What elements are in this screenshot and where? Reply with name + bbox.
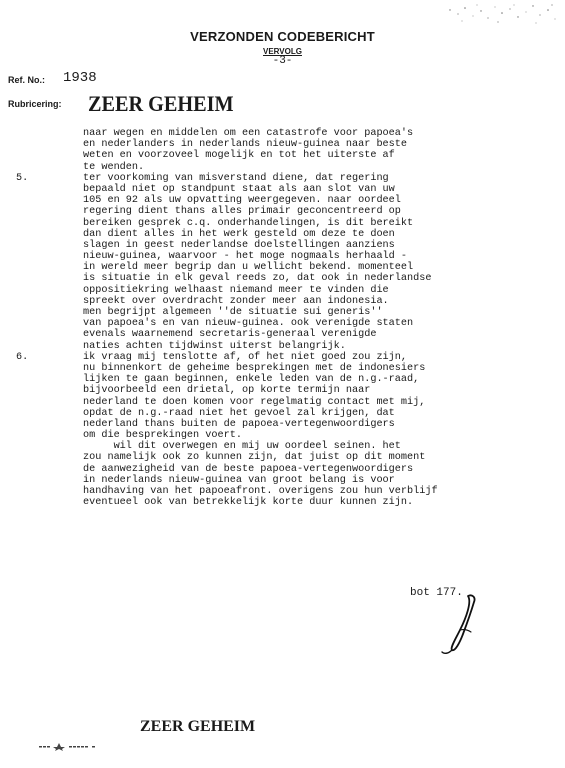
body-line <box>0 497 565 508</box>
body-line-text: wil dit overwegen en mij uw oordeel seinen. het <box>83 441 401 453</box>
body-line <box>0 486 565 497</box>
footer-print-code <box>39 743 109 751</box>
classification-stamp-top: ZEER GEHEIM <box>88 91 234 116</box>
body-line-text: nederland te doen komen voor regelmatig contact met mij, <box>83 396 426 408</box>
body-line-text: ik vraag mij tenslotte af, of het niet goed zou zijn, <box>83 351 408 363</box>
body-line <box>0 363 565 374</box>
body-line-text: regering dient thans alles primair geconcentreerd op <box>83 206 401 218</box>
body-line-text: bijvoorbeeld een drietal, op korte termijn naar <box>83 385 371 397</box>
body-line <box>0 452 565 463</box>
body-line-text: slagen in geest nederlandse doelstellingen aanziens <box>83 239 395 251</box>
body-line-text: 105 en 92 als uw opvatting weergegeven. naar oordeel <box>83 195 401 207</box>
signoff-code: bot 177. <box>410 587 463 599</box>
body-line-text: is situatie in elk geval reeds zo, dat ook in nederlandse <box>83 273 432 285</box>
body-line <box>0 150 565 161</box>
body-line-text: nu binnenkort de geheime besprekingen met de indonesiers <box>83 362 426 374</box>
paragraph-number: 6. <box>16 351 29 363</box>
body-line-text: en nederlanders in nederlands nieuw-guinea naar beste <box>83 139 408 151</box>
body-line <box>0 385 565 396</box>
body-line <box>0 374 565 385</box>
body-line <box>0 341 565 352</box>
body-line-text: om die besprekingen voert. <box>83 430 242 442</box>
body-line <box>0 307 565 318</box>
body-line-text: evenals waarnemend secretaris-generaal verenigde <box>83 329 377 341</box>
body-line-text: nederland thans buiten de papoea-vertegenwoordigers <box>83 418 395 430</box>
body-line-text: eventueel ook van betrekkelijk korte duur kunnen zijn. <box>83 497 414 509</box>
body-line <box>0 195 565 206</box>
body-line <box>0 296 565 307</box>
body-line-text: weten en voorzoveel mogelijk en tot het uiterste af <box>83 150 395 162</box>
body-line-text: dan dient alles in het werk gesteld om deze te doen <box>83 228 395 240</box>
body-line-text: men begrijpt algemeen ''de situatie sui generis'' <box>83 307 383 318</box>
body-line <box>0 251 565 262</box>
body-line <box>0 329 565 340</box>
body-line <box>0 173 565 184</box>
document-subtitle: VERVOLG <box>263 47 302 56</box>
body-line-text: lijken te gaan beginnen, enkele leden van de n.g.-raad, <box>83 374 420 386</box>
paragraph-number: 5. <box>16 172 29 184</box>
body-line <box>0 184 565 195</box>
body-line-text: bepaald niet op standpunt staat als aan slot van uw <box>83 183 395 195</box>
body-line-text: van papoea's en van nieuw-guinea. ook verenigde staten <box>83 318 414 330</box>
body-line-text: de aanwezigheid van de beste papoea-vertegenwoordigers <box>83 463 414 475</box>
body-line-text: spreekt over overdracht zonder meer aan indonesia. <box>83 295 389 307</box>
body-line <box>0 262 565 273</box>
message-body <box>0 128 565 508</box>
body-line <box>0 397 565 408</box>
body-line-text: nieuw-guinea, waarvoor - het moge nogmaals herhaald - <box>83 251 408 263</box>
document-title: VERZONDEN CODEBERICHT <box>190 29 375 44</box>
body-line <box>0 206 565 217</box>
body-line-text: naties achten tijdwinst uiterst belangrijk. <box>83 340 346 352</box>
body-line-text: oppositiekring welhaast niemand meer te vinden die <box>83 284 389 296</box>
body-line <box>0 139 565 150</box>
body-line-text: opdat de n.g.-raad niet het gevoel zal krijgen, dat <box>83 407 395 419</box>
rubricering-label: Rubricering: <box>8 99 62 109</box>
body-line <box>0 475 565 486</box>
body-line-text: ter voorkoming van misverstand diene, dat regering <box>83 172 389 184</box>
body-line <box>0 318 565 329</box>
body-line <box>0 408 565 419</box>
body-line-text: zou namelijk ook zo kunnen zijn, dat juist op dit moment <box>83 452 426 464</box>
body-line <box>0 218 565 229</box>
handwritten-signature <box>438 592 483 658</box>
body-line <box>0 240 565 251</box>
body-line <box>0 419 565 430</box>
body-line-text: bereiken gesprek c.q. onderhandelingen, is dit bereikt <box>83 217 414 229</box>
body-line <box>0 430 565 441</box>
body-line <box>0 273 565 284</box>
body-line-text: handhaving van het papoeafront. overigens zou hun verblijf <box>83 486 438 497</box>
reference-label: Ref. No.: <box>8 75 45 85</box>
body-line <box>0 229 565 240</box>
body-line <box>0 464 565 475</box>
body-line <box>0 352 565 363</box>
reference-number: 1938 <box>63 70 97 86</box>
body-line <box>0 285 565 296</box>
body-line-text: naar wegen en middelen om een catastrofe voor papoea's <box>83 128 414 139</box>
page-number: -3- <box>272 55 293 67</box>
body-line-text: in nederlands nieuw-guinea van groot belang is voor <box>83 474 395 486</box>
body-line-text: in wereld meer begrip dan u wellicht bekend. momenteel <box>83 262 414 274</box>
body-line <box>0 128 565 139</box>
body-line <box>0 162 565 173</box>
scan-noise-speckle <box>440 2 560 28</box>
classification-stamp-bottom: ZEER GEHEIM <box>140 718 256 735</box>
body-line <box>0 441 565 452</box>
body-line-text: te wenden. <box>83 161 145 173</box>
